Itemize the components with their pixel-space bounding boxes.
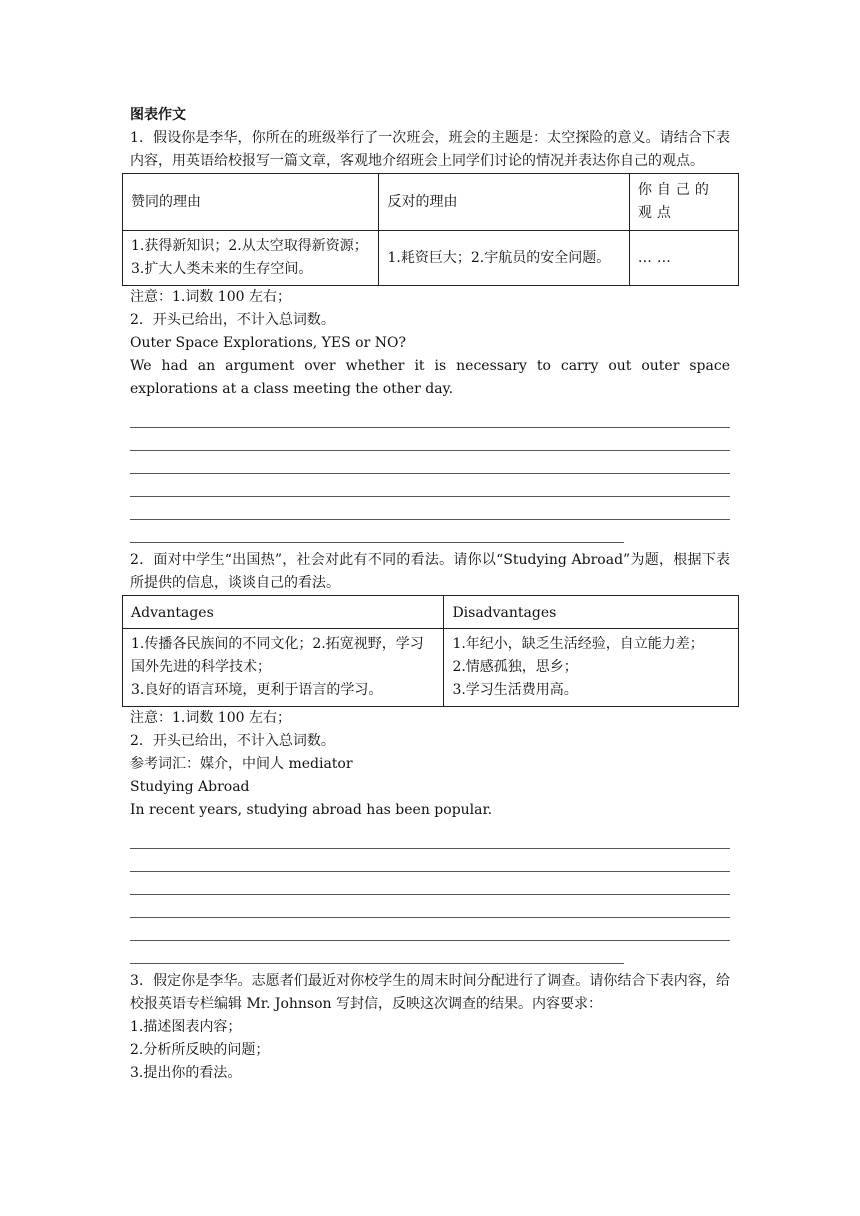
q2-table-body-row: [123, 629, 739, 707]
q2-prompt: 2．面对中学生“出国热”，社会对此有不同的看法。请你以“Studying Abroad”为题，根据下表所提供的信息，谈谈自己的看法。: [130, 552, 730, 591]
q1-header-against: 反对的理由: [379, 174, 629, 231]
writing-line: [130, 849, 730, 872]
q2-dis-item: 2.情感孤独，思乡；: [452, 659, 578, 675]
writing-line: [130, 826, 730, 849]
q2-table-header-row: [123, 596, 739, 629]
writing-line: [130, 451, 730, 474]
q3-prompt: 3．假定你是李华。志愿者们最近对你校学生的周末时间分配进行了调查。请你结合下表内容，给校报英语专栏编辑 Mr. Johnson 写封信，反映这次调查的结果。内容要求：: [130, 973, 730, 1012]
writing-line: [130, 520, 624, 543]
q1-essay-title: Outer Space Explorations, YES or NO?: [130, 335, 406, 351]
q3-requirement: 2.分析所反映的问题；: [130, 1042, 270, 1058]
document-page: [130, 104, 730, 1085]
q2-essay-start: In recent years, studying abroad has been popular.: [130, 802, 493, 818]
q1-cell-against: 1.耗资巨大；2.宇航员的安全问题。: [379, 231, 629, 286]
writing-line: [130, 872, 730, 895]
q1-table-header-row: [123, 174, 739, 231]
writing-line: [130, 941, 624, 964]
writing-line: [130, 474, 730, 497]
q2-cell-disadvantages: [444, 629, 739, 707]
q2-table: [122, 595, 739, 707]
writing-line: [130, 428, 730, 451]
q2-dis-item: 1.年纪小，缺乏生活经验，自立能力差；: [452, 636, 704, 652]
writing-line: [130, 918, 730, 941]
q1-cell-own: ……: [629, 231, 738, 286]
q2-writing-area[interactable]: [130, 826, 730, 964]
q1-writing-area[interactable]: [130, 405, 730, 543]
q1-prompt: 1．假设你是李华，你所在的班级举行了一次班会，班会的主题是：太空探险的意义。请结合下表内容，用英语给校报写一篇文章，客观地介绍班会上同学们讨论的情况并表达你自己的观点。: [130, 130, 730, 169]
q3-requirement: 3.提出你的看法。: [130, 1065, 242, 1081]
q2-cell-advantages: [123, 629, 444, 707]
q1-table-body-row: [123, 231, 739, 286]
q2-header-disadvantages: Disadvantages: [444, 596, 739, 629]
q2-adv-item: 1.传播各民族间的不同文化；2.拓宽视野，学习国外先进的科学技术；: [131, 636, 424, 675]
q2-header-advantages: Advantages: [123, 596, 444, 629]
writing-line: [130, 895, 730, 918]
q3-requirement: 1.描述图表内容；: [130, 1019, 242, 1035]
q2-vocab-note: 参考词汇：媒介，中间人 mediator: [130, 756, 353, 772]
q1-header-own: 你自己的观点: [629, 174, 738, 231]
q1-note-1: 注意：1.词数 100 左右；: [130, 289, 291, 305]
q2-dis-item: 3.学习生活费用高。: [452, 682, 578, 698]
writing-line: [130, 405, 730, 428]
q2-adv-item: 3.良好的语言环境，更利于语言的学习。: [131, 682, 383, 698]
q2-essay-title: Studying Abroad: [130, 779, 250, 795]
q1-note-2: 2．开头已给出，不计入总词数。: [130, 312, 335, 328]
section-heading: 图表作文: [130, 107, 186, 123]
q2-note-2: 2．开头已给出，不计入总词数。: [130, 733, 335, 749]
q1-header-for: 赞同的理由: [123, 174, 379, 231]
q1-table: [122, 173, 739, 286]
q1-cell-for: 1.获得新知识；2.从太空取得新资源；3.扩大人类未来的生存空间。: [123, 231, 379, 286]
writing-line: [130, 497, 730, 520]
q2-note-1: 注意：1.词数 100 左右；: [130, 710, 291, 726]
q1-essay-start: We had an argument over whether it is necessary to carry out outer space explorations at a class meeting the other day.: [130, 358, 730, 397]
